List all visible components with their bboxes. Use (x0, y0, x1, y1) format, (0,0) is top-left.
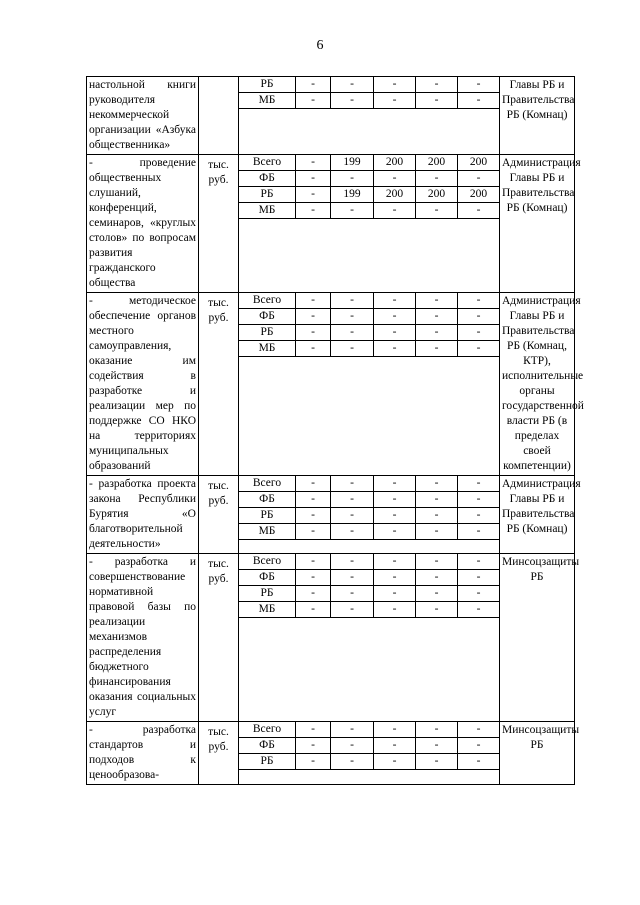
year-value: - (296, 93, 331, 109)
year-value: - (296, 586, 331, 602)
responsible-executor: Администрация Главы РБ и Правительства РБ (Комнац) (500, 155, 575, 293)
filler-cell (239, 219, 500, 293)
year-value: - (416, 293, 458, 309)
year-value: - (458, 171, 500, 187)
year-value: - (374, 554, 416, 570)
year-value: - (331, 293, 374, 309)
year-value: - (331, 309, 374, 325)
year-value: - (416, 77, 458, 93)
funding-source: Всего (239, 293, 296, 309)
year-value: - (458, 492, 500, 508)
year-value: 199 (331, 187, 374, 203)
funding-source: Всего (239, 155, 296, 171)
unit-cell (199, 77, 239, 155)
responsible-executor: Главы РБ и Правительства РБ (Комнац) (500, 77, 575, 155)
funding-source: ФБ (239, 492, 296, 508)
year-value: - (331, 77, 374, 93)
filler-cell (239, 618, 500, 722)
year-value: - (458, 738, 500, 754)
year-value: - (458, 476, 500, 492)
year-value: - (374, 586, 416, 602)
year-value: 200 (374, 155, 416, 171)
funding-source: Всего (239, 554, 296, 570)
funding-source: Всего (239, 722, 296, 738)
year-value: - (331, 325, 374, 341)
funding-source: МБ (239, 602, 296, 618)
year-value: - (374, 77, 416, 93)
year-value: - (416, 171, 458, 187)
year-value: - (458, 508, 500, 524)
year-value: - (331, 171, 374, 187)
activity-description: настольной книги руководителя некоммерческой организации «Азбука общественника» (87, 77, 199, 155)
year-value: - (296, 341, 331, 357)
funding-source: Всего (239, 476, 296, 492)
year-value: - (331, 554, 374, 570)
year-value: - (331, 738, 374, 754)
year-value: - (416, 341, 458, 357)
year-value: - (374, 293, 416, 309)
year-value: - (331, 602, 374, 618)
funding-source: РБ (239, 77, 296, 93)
year-value: - (458, 309, 500, 325)
year-value: - (458, 524, 500, 540)
activity-description: - методическое обеспечение органов местного самоуправления, оказание им содействия в разработке и реализации мер по поддержке СО НКО на территориях муниципальных образований (87, 293, 199, 476)
year-value: 200 (458, 155, 500, 171)
year-value: - (416, 570, 458, 586)
year-value: - (331, 341, 374, 357)
funding-source: МБ (239, 524, 296, 540)
year-value: - (458, 722, 500, 738)
year-value: - (296, 570, 331, 586)
year-value: 200 (374, 187, 416, 203)
funding-source: МБ (239, 203, 296, 219)
year-value: 200 (416, 187, 458, 203)
year-value: - (374, 203, 416, 219)
year-value: - (296, 309, 331, 325)
year-value: 199 (331, 155, 374, 171)
year-value: - (296, 476, 331, 492)
responsible-executor: Минсоцзащиты РБ (500, 554, 575, 722)
responsible-executor: Минсоцзащиты РБ (500, 722, 575, 785)
year-value: - (458, 293, 500, 309)
table-row (87, 554, 575, 570)
unit-cell: тыс. руб. (199, 155, 239, 293)
table-row (87, 77, 575, 93)
activity-description: - разработка проекта закона Республики Бурятия «О благотворительной деятельности» (87, 476, 199, 554)
year-value: - (296, 554, 331, 570)
funding-source: ФБ (239, 171, 296, 187)
year-value: - (331, 203, 374, 219)
year-value: - (331, 722, 374, 738)
year-value: - (331, 570, 374, 586)
year-value: - (296, 171, 331, 187)
year-value: - (374, 508, 416, 524)
funding-source: РБ (239, 187, 296, 203)
page-number: 6 (316, 38, 324, 53)
year-value: - (416, 524, 458, 540)
funding-source: ФБ (239, 309, 296, 325)
year-value: - (296, 738, 331, 754)
year-value: - (458, 602, 500, 618)
year-value: - (296, 203, 331, 219)
funding-source: РБ (239, 754, 296, 770)
year-value: - (458, 570, 500, 586)
filler-cell (239, 357, 500, 476)
year-value: - (331, 508, 374, 524)
year-value: - (458, 203, 500, 219)
unit-cell: тыс. руб. (199, 476, 239, 554)
year-value: - (374, 325, 416, 341)
unit-cell: тыс. руб. (199, 293, 239, 476)
funding-source: МБ (239, 93, 296, 109)
year-value: - (458, 341, 500, 357)
year-value: - (458, 93, 500, 109)
year-value: - (416, 476, 458, 492)
year-value: - (296, 325, 331, 341)
activity-description: - проведение общественных слушаний, конференций, семинаров, «круглых столов» по вопросам развития гражданского общества (87, 155, 199, 293)
year-value: - (374, 738, 416, 754)
year-value: - (416, 93, 458, 109)
year-value: - (458, 754, 500, 770)
year-value: - (416, 586, 458, 602)
responsible-executor: Администрация Главы РБ и Правительства РБ (Комнац, КТР), исполнительные органы государственной власти РБ (в пределах своей компетенции) (500, 293, 575, 476)
year-value: - (296, 524, 331, 540)
year-value: - (296, 602, 331, 618)
year-value: - (374, 524, 416, 540)
year-value: - (296, 77, 331, 93)
program-table (86, 76, 584, 785)
year-value: - (331, 754, 374, 770)
year-value: - (374, 492, 416, 508)
year-value: - (416, 203, 458, 219)
year-value: - (458, 554, 500, 570)
year-value: - (296, 508, 331, 524)
year-value: - (416, 492, 458, 508)
filler-cell (239, 540, 500, 554)
filler-cell (239, 770, 500, 785)
year-value: 200 (458, 187, 500, 203)
year-value: - (374, 722, 416, 738)
year-value: - (296, 187, 331, 203)
year-value: - (416, 754, 458, 770)
table-row (87, 722, 575, 738)
year-value: - (331, 476, 374, 492)
year-value: - (374, 309, 416, 325)
funding-source: РБ (239, 325, 296, 341)
year-value: 200 (416, 155, 458, 171)
year-value: - (374, 341, 416, 357)
funding-source: ФБ (239, 570, 296, 586)
funding-source: РБ (239, 586, 296, 602)
funding-source: МБ (239, 341, 296, 357)
year-value: - (374, 754, 416, 770)
year-value: - (416, 602, 458, 618)
funding-source: РБ (239, 508, 296, 524)
table-row (87, 293, 575, 309)
year-value: - (458, 586, 500, 602)
year-value: - (416, 309, 458, 325)
year-value: - (458, 325, 500, 341)
year-value: - (374, 570, 416, 586)
year-value: - (416, 738, 458, 754)
responsible-executor: Администрация Главы РБ и Правительства РБ (Комнац) (500, 476, 575, 554)
year-value: - (331, 492, 374, 508)
year-value: - (458, 77, 500, 93)
year-value: - (296, 492, 331, 508)
unit-cell: тыс. руб. (199, 554, 239, 722)
activity-description: - разработка стандартов и подходов к ценообразова- (87, 722, 199, 785)
year-value: - (331, 93, 374, 109)
year-value: - (416, 554, 458, 570)
year-value: - (374, 171, 416, 187)
unit-cell: тыс. руб. (199, 722, 239, 785)
year-value: - (374, 602, 416, 618)
year-value: - (416, 722, 458, 738)
year-value: - (331, 586, 374, 602)
year-value: - (296, 754, 331, 770)
year-value: - (416, 508, 458, 524)
year-value: - (331, 524, 374, 540)
year-value: - (296, 722, 331, 738)
year-value: - (296, 155, 331, 171)
year-value: - (374, 93, 416, 109)
filler-cell (239, 109, 500, 155)
table-row (87, 476, 575, 492)
year-value: - (374, 476, 416, 492)
year-value: - (296, 293, 331, 309)
activity-description: - разработка и совершенствование нормативной правовой базы по реализации механизмов распределения бюджетного финансирования оказания социальных услуг (87, 554, 199, 722)
table-row (87, 155, 575, 171)
funding-source: ФБ (239, 738, 296, 754)
year-value: - (416, 325, 458, 341)
